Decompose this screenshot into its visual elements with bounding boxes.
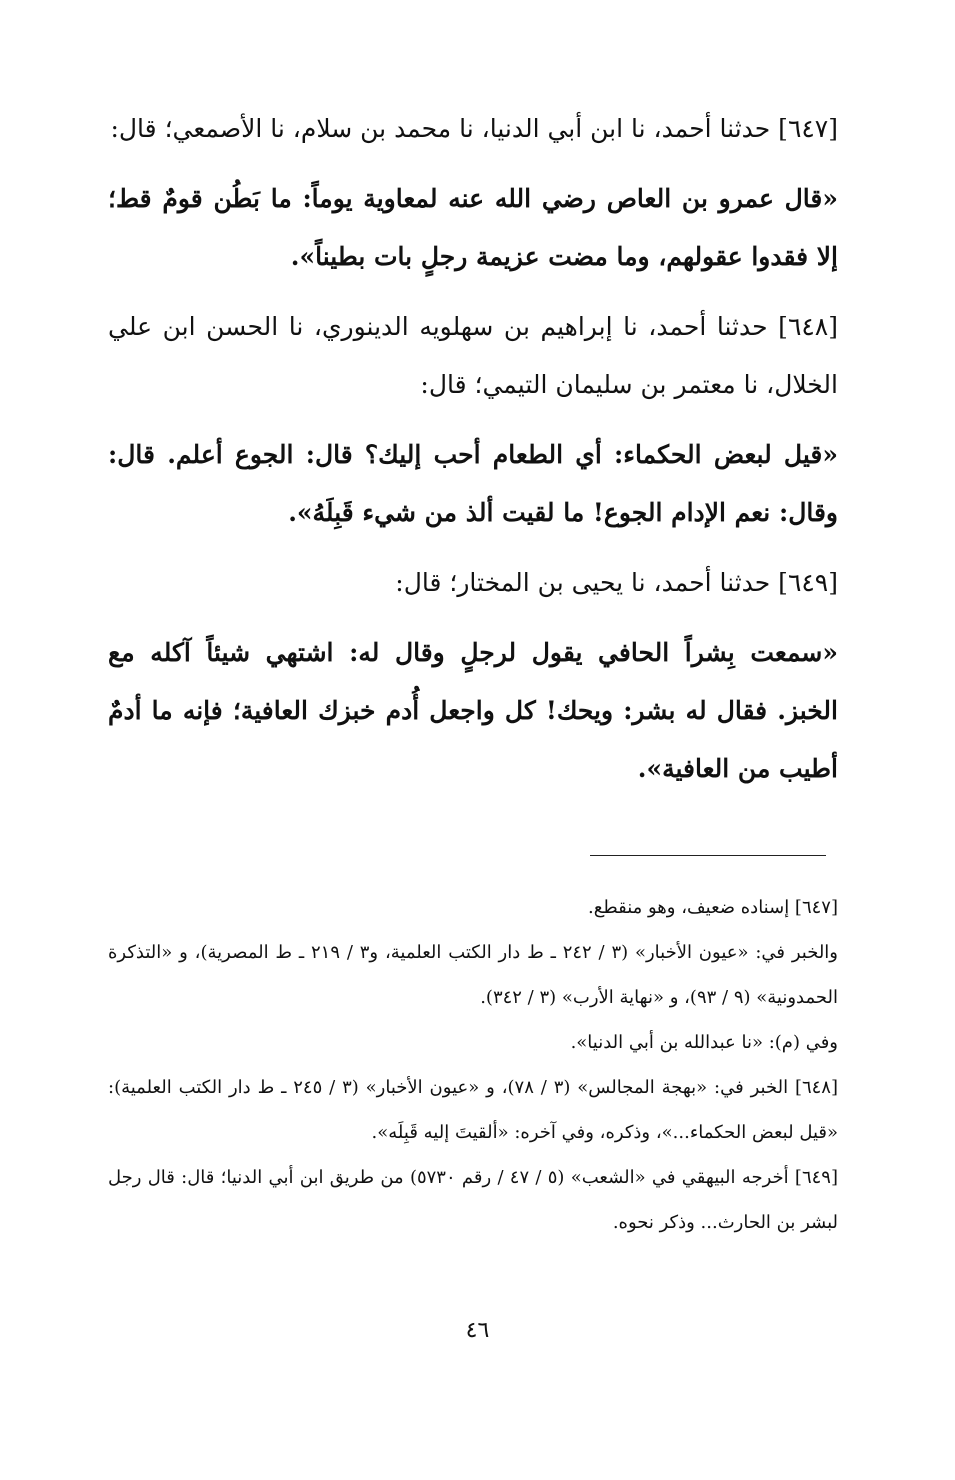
entry-647-quote: «قال عمرو بن العاص رضي الله عنه لمعاوية يوماً: ما بَطُن قومٌ قط؛ إلا فقدوا عقولهم، وما مضت عزيمة رجلٍ بات بطيناً».	[108, 184, 838, 271]
footnotes	[108, 885, 838, 1245]
footnote-648: [٦٤٨] الخبر في: «بهجة المجالس» (٣ / ٧٨)، و «عيون الأخبار» (٣ / ٢٤٥ ـ ط دار الكتب العلمية): «قيل لبعض الحكماء...»، وذكره، وفي آخره: «ألقيتَ إليه قَبِلَه».	[108, 1077, 839, 1143]
entry-648-narration: [٦٤٨] حدثنا أحمد، نا إبراهيم بن سهلويه الدينوري، نا الحسن ابن علي الخلال، نا معتمر بن سليمان التيمي؛ قال:	[108, 312, 838, 399]
footnote-divider	[590, 855, 826, 856]
footnote-647: [٦٤٧] إسناده ضعيف، وهو منقطع.	[588, 897, 838, 918]
footnote-647-sources: والخبر في: «عيون الأخبار» (٣ / ٢٤٢ ـ ط دار الكتب العلمية، و٣ / ٢١٩ ـ ط المصرية)، و «التذكرة الحمدونية» (٩ / ٩٣)، و «نهاية الأرب» (٣ / ٣٤٢).	[108, 942, 838, 1008]
entry-648-quote: «قيل لبعض الحكماء: أي الطعام أحب إليك؟ قال: الجوع أعلم. قال: وقال: نعم الإدام الجوع! ما لقيت ألذ من شيء قَبِلَهُ».	[108, 440, 838, 527]
page-number: ٤٦	[465, 1318, 490, 1343]
entry-647-narration: [٦٤٧] حدثنا أحمد، نا ابن أبي الدنيا، نا محمد بن سلام، نا الأصمعي؛ قال:	[110, 114, 838, 143]
main-text	[108, 100, 838, 810]
footnote-647-variant: وفي (م): «نا عبدالله بن أبي الدنيا».	[570, 1032, 838, 1053]
footnote-649: [٦٤٩] أخرجه البيهقي في «الشعب» (٥ / ٤٧ / رقم ٥٧٣٠) من طريق ابن أبي الدنيا؛ قال: قال رجل لبشر بن الحارث... وذكر نحوه.	[108, 1167, 838, 1233]
entry-649-quote: «سمعت بِشراً الحافي يقول لرجلٍ وقال له: اشتهي شيئاً آكله مع الخبز. فقال له بشر: ويحك! كل واجعل أُدم خبزك العافية؛ فإنه ما أدمٌ أطيب من العافية».	[108, 638, 838, 783]
entry-649-narration: [٦٤٩] حدثنا أحمد، نا يحيى بن المختار؛ قال:	[395, 568, 838, 597]
